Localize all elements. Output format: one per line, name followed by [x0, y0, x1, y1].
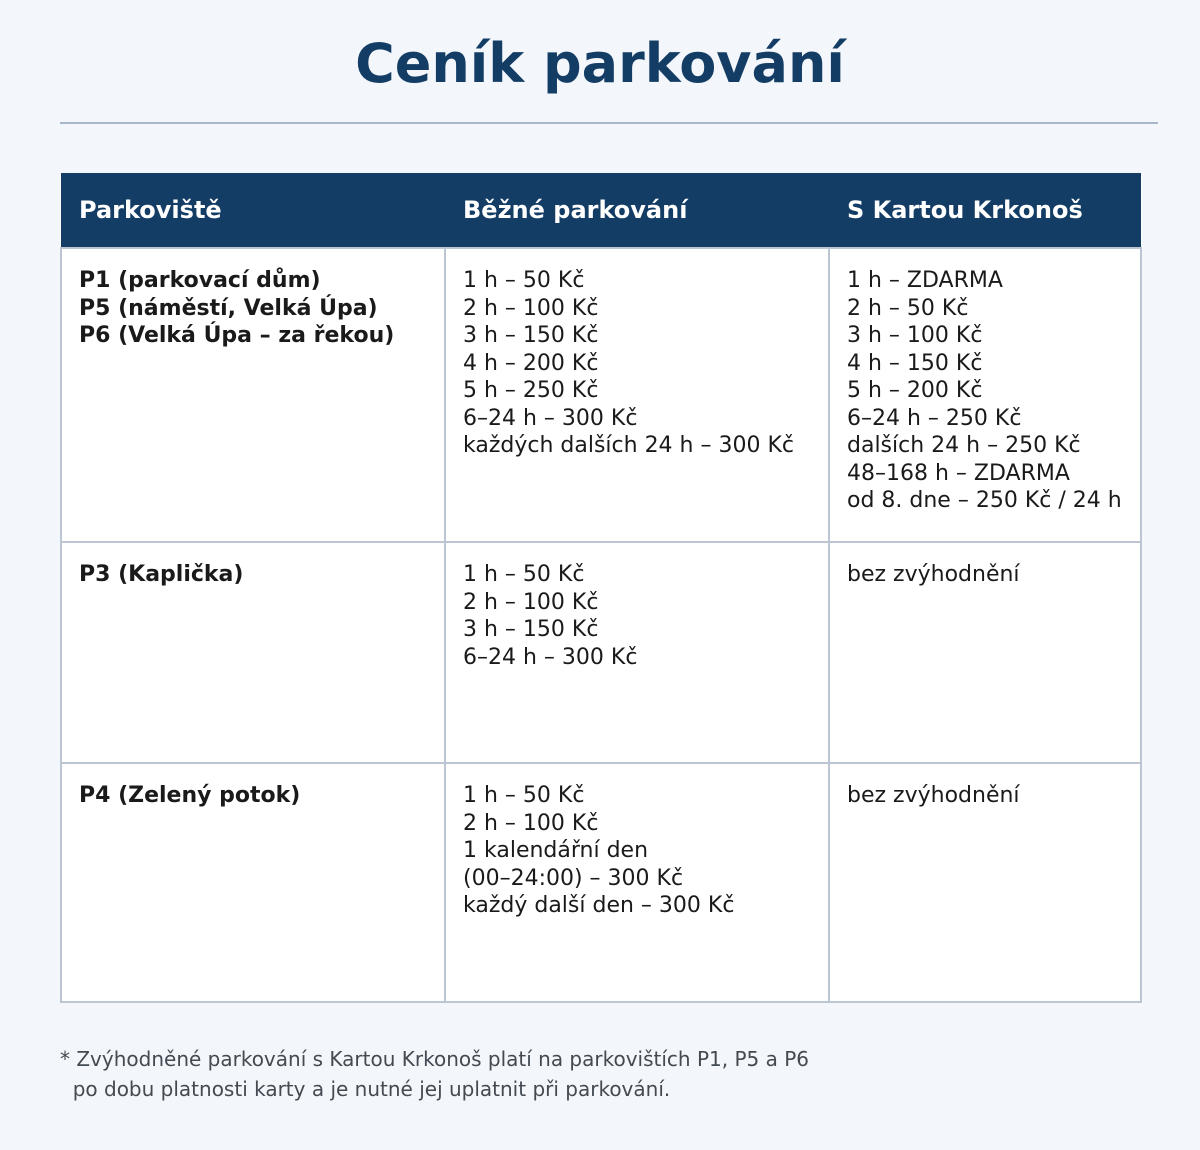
table-row [61, 542, 1141, 763]
header-card-parking: S Kartou Krkonoš [829, 173, 1141, 248]
price-line: 6–24 h – 300 Kč [463, 644, 638, 670]
price-line: 5 h – 200 Kč [847, 378, 983, 403]
price-line: 1 kalendářní den [463, 838, 649, 863]
standard-price-cell [445, 248, 829, 542]
parking-lot-name: P5 (náměstí, Velká Úpa) [79, 295, 378, 321]
parking-lot-name: P3 (Kaplička) [79, 562, 244, 587]
card-price-cell [829, 763, 1141, 1002]
price-line: dalších 24 h – 250 Kč [847, 433, 1081, 458]
table-header-row [61, 173, 1141, 248]
price-line: od 8. dne – 250 Kč / 24 h [847, 488, 1122, 513]
header-standard-parking: Běžné parkování [445, 173, 829, 248]
footnote [60, 1044, 809, 1104]
price-line: bez zvýhodnění [847, 562, 1020, 587]
price-line: 4 h – 200 Kč [463, 350, 599, 376]
standard-price-cell [445, 542, 829, 763]
footnote-line: * Zvýhodněné parkování s Kartou Krkonoš platí na parkovištích P1, P5 a P6 [60, 1047, 809, 1071]
price-line: 1 h – 50 Kč [463, 783, 585, 808]
price-line: každých dalších 24 h – 300 Kč [463, 433, 794, 458]
price-line: 5 h – 250 Kč [463, 378, 599, 403]
price-line: 2 h – 100 Kč [463, 295, 599, 321]
price-line: 1 h – ZDARMA [847, 268, 1003, 293]
parking-lot-name: P6 (Velká Úpa – za řekou) [79, 323, 395, 348]
footnote-line: po dobu platnosti karty a je nutné jej uplatnit při parkování. [60, 1077, 671, 1101]
price-line: 2 h – 100 Kč [463, 589, 599, 615]
price-line: 2 h – 50 Kč [847, 295, 969, 321]
parking-lot-name: P4 (Zelený potok) [79, 783, 301, 808]
price-line: každý další den – 300 Kč [463, 893, 735, 918]
standard-price-cell [445, 763, 829, 1002]
price-line: 3 h – 100 Kč [847, 323, 983, 348]
page-title: Ceník parkování [355, 32, 845, 95]
price-line: 2 h – 100 Kč [463, 810, 599, 836]
price-line: 1 h – 50 Kč [463, 268, 585, 293]
price-line: (00–24:00) – 300 Kč [463, 865, 684, 891]
price-line: 6–24 h – 250 Kč [847, 405, 1022, 431]
price-table [60, 173, 1142, 1003]
price-line: 6–24 h – 300 Kč [463, 405, 638, 431]
price-line: 4 h – 150 Kč [847, 350, 983, 376]
price-line: 3 h – 150 Kč [463, 617, 599, 642]
price-line: 48–168 h – ZDARMA [847, 460, 1070, 486]
table-row [61, 763, 1141, 1002]
price-line: 1 h – 50 Kč [463, 562, 585, 587]
card-price-cell [829, 248, 1141, 542]
price-line: bez zvýhodnění [847, 783, 1020, 808]
parking-lot-name: P1 (parkovací dům) [79, 268, 321, 293]
parking-lot-cell [61, 763, 445, 1002]
header-parking-lot: Parkoviště [61, 173, 445, 248]
parking-lot-cell [61, 248, 445, 542]
card-price-cell [829, 542, 1141, 763]
table-row [61, 248, 1141, 542]
title-divider [60, 122, 1158, 124]
price-line: 3 h – 150 Kč [463, 323, 599, 348]
parking-lot-cell [61, 542, 445, 763]
